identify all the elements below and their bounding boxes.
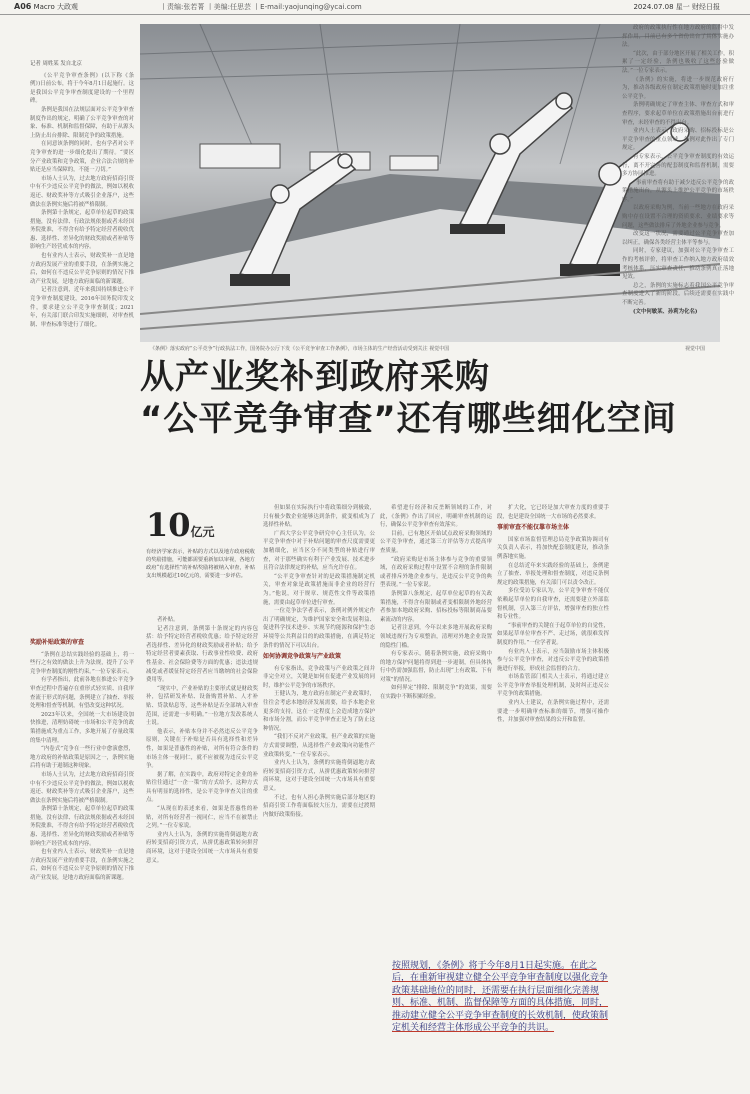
paragraph: 如何界定“排除、限制竞争”的效果，需要在实践中不断积累经验。 [380, 685, 492, 701]
paragraph: 政府的政策执行性在地方政府的监督中发挥作用，目前已有多个省份出台了具体实施办法。 [622, 25, 734, 49]
signature: (文中何敏某、孙莉为化名) [633, 308, 698, 315]
article-column-6 [622, 24, 734, 1086]
paragraph: 有学者指出，此前各地在推进公平竞争审查过程中普遍存在重形式轻实质、自我审查流于形式的问题，条例建立了抽查、举报处理和督查等机制，有望改变这种状况。 [30, 677, 134, 710]
key-figure-unit: 亿元 [190, 525, 215, 539]
paragraph: 总之，条例的实施标志着我国公平竞争审查制度进入了新的阶段，后续还需要在实践中不断完善。 [622, 282, 734, 306]
paragraph: 记者注意到，近年来我国持续推进公平竞争审查制度建设，2016年国务院印发文件，要求建立公平竞争审查制度；2021年，有关部门联合印发实施细则，对审查机制、审查标准等进行了细化。 [30, 287, 134, 328]
paragraph: 市场监管部门相关人士表示，将通过建立公平竞争审查举报处理机制，及时纠正违反公平竞争的政策措施。 [497, 674, 609, 698]
section-heading: 奖励补贴政策的审查 [30, 639, 85, 646]
paragraph: 也有业内人士表示，财政奖补一直是地方政府发展产业的重要手段，在条例实施之后，如何在不违反公平竞争原则的情况下推动产业发展，是地方政府面临的新课题。 [30, 849, 134, 882]
article-column-2 [146, 616, 258, 1086]
paragraph: 业内人士认为，条例的实施将倒逼地方政府转变招商引资方式，从拼优惠政策转向拼营商环境，这对于建设全国统一大市场具有重要意义。 [146, 831, 258, 864]
article-column-3 [263, 504, 375, 1086]
paragraph: 以政府采购为例，当前一些地方在政府采购中存在设置不合理的资质要求、业绩要求等问题，这些做法排斥了外地企业参与竞争。 [622, 205, 734, 229]
paragraph: 条例第十条规定，起草单位起草的政策措施，没有法律、行政法规依据或者未经国务院批准，不得含有给予特定经营者税收优惠、选择性、差异化的财政奖励或者补贴等影响生产经营成本的内容。 [30, 806, 134, 847]
section-heading: 如何协调竞争政策与产业政策 [263, 653, 342, 661]
paragraph: 业内人士认为，条例的实施将倒逼地方政府转变招商引资方式，从拼优惠政策转向拼营商环境，这对于建设全国统一大市场具有重要意义。 [263, 760, 375, 792]
paragraph: 记者注意到，条例第十条规定的内容包括：给予特定经营者税收优惠；给予特定经营者选择性、差异化的财政奖励或者补贴；给予特定经营者要素获取、行政事业性收费、政府性基金、社会保险费等方面的优惠；违法违规减免或者缓征特定经营者应当缴纳的社会保险费用等。 [146, 625, 258, 684]
paragraph: 市场人士认为，过去地方政府招商引资中有不少违反公平竞争的做法，例如以税收返还、财政奖补等方式吸引企业落户，这些做法在条例实施后将被严格限制。 [30, 771, 134, 804]
article-column-1 [30, 60, 134, 620]
photo-credit: 视觉中国 [684, 346, 705, 352]
paragraph: “此次，由于部分地区开展了相关工作，积累了一定经验，条例也吸收了这些经验做法。”一位专家表示。 [622, 50, 734, 74]
article-column-5 [497, 504, 609, 954]
paragraph: 条例是我国在法规层面对公平竞争审查制度作出的规定，明确了公平竞争审查的对象、标准、机制和监督保障，有助于从源头上防止出台排除、限制竞争的政策措施。 [30, 106, 134, 139]
paragraph: 国家市场监督管理总局竞争政策协调司有关负责人表示，将加快配套制度建设，推动条例落地实施。 [497, 536, 609, 560]
paragraph: “政府采购是市场主体参与竞争的重要领域，在政府采购过程中设置不合理的条件限制或者排斥外地企业参与，是违反公平竞争的典型表现。”一位专家说。 [380, 556, 492, 589]
paragraph: 2023年以来，全国统一大市场建设加快推进，清理妨碍统一市场和公平竞争的政策措施成为重点工作，多地开展了存量政策的集中清理。 [30, 711, 134, 744]
paragraph: 希望进行经济和反垄断领域的工作，对此，《条例》作出了回应，明确审查机制的运行，确保公平竞争审查有效落实。 [380, 505, 492, 529]
paragraph: 者补贴。 [157, 617, 179, 623]
paragraph: “内卷式”竞争在一些行业中愈演愈烈，地方政府的补贴政策是原因之一，条例实施后将有助于遏制这种现象。 [30, 746, 134, 770]
paragraph: “条例在总结实践经验的基础上，将一些行之有效的做法上升为法规，提升了公平竞争审查制度的刚性约束。”一位专家表示。 [30, 651, 134, 675]
byline: 记者 周姓某 发自北京 [30, 61, 82, 67]
paragraph: 也有业内人士表示，财政奖补一直是地方政府发展产业的重要手段，在条例实施之后，如何在不违反公平竞争原则的情况下推动产业发展，是地方政府面临的新课题。 [30, 253, 134, 285]
paragraph: 业内人士表示，政府采购、招标投标是公平竞争审查的重点领域，条例对此作出了专门规定。 [622, 128, 734, 152]
paragraph: “事前审查将有助于减少违反公平竞争的政策措施出台，从源头上维护公平竞争的市场秩序。” [622, 179, 734, 203]
article-column-1-bottom [30, 636, 134, 1086]
highlight-quote: 按照规划，《条例》将于今年8月1日起实施。在此之后，在重新审视建立健全公平竞争审查制度以强化竞争政策基础地位的同时，还需要在执行层面细化完善规则、标准、机制、监督保障等方面的具体措施，同时，推动建立健全公平竞争审查制度的长效机制，使政策制定机关和经营主体形成公平竞争的共识。 [392, 961, 609, 1034]
page-number: A06 Macro 大政观 [14, 2, 78, 11]
paragraph: 有专家指出，竞争政策与产业政策之间并非完全对立，关键是如何在促进产业发展的同时，维护公平竞争的市场秩序。 [263, 665, 375, 689]
key-figure-number: 10 [146, 506, 191, 544]
paragraph: 业内人士建议，在条例实施过程中，还需要进一步明确审查标准的细节，增强可操作性，并加强对审查结果的公开和监督。 [497, 700, 609, 724]
paragraph: “事前审查的关键在于起草单位的自觉性，如果起草单位审查不严、走过场，就很难发挥制度的作用。”一位学者说。 [497, 622, 609, 646]
paragraph: 目前，已有地区开始试点政府采购领域的公平竞争审查，通过第三方评估等方式提高审查质量。 [380, 530, 492, 554]
paragraph: 市场人士认为，过去地方政府招商引资中有不少违反公平竞争的做法，例如以税收返还、财政奖补等方式吸引企业落户，这些做法在条例实施后将被严格限制。 [30, 175, 134, 208]
paragraph: 不过，也有人担心条例实施后部分地区的招商引资工作将面临较大压力，需要在过渡期内做好政策衔接。 [263, 794, 375, 818]
paragraph: 记者注意到，今年以来多地开展政府采购领域违规行为专项整治，清理对外地企业设置的隐性门槛。 [380, 625, 492, 649]
page-header [0, 0, 750, 15]
paragraph: 在总结近年来实践经验的基础上，条例建立了抽查、举报处理和督查制度，对违反条例规定的政策措施，有关部门可以责令改正。 [497, 562, 609, 586]
headline-line-1: 从产业奖补到政府采购 [140, 357, 490, 397]
paragraph: 《公平竞争审查条例》(以下称《条例》)日前公布，将于今年8月1日起施行。这是我国公平竞争审查制度建设的一个里程碑。 [30, 72, 134, 105]
paragraph: 在同意该条例的同时，也有学者对公平竞争审查的进一步细化提出了期待。“要区分产业政策和竞争政策，企业合法合规的补贴还是应当保障的，不能一刀切。” [30, 141, 134, 174]
paragraph: 同时，专家建议，加强对公平竞争审查工作的考核评价，将审查工作纳入地方政府绩效考核体系，压实审查责任，推动条例真正落地见效。 [622, 248, 734, 281]
paragraph: 据了解，在实践中，政府对特定企业的补贴往往通过“一企一策”的方式给予，这种方式具有明显的选择性，是公平竞争审查关注的重点。 [146, 771, 258, 804]
paragraph: “公平竞争审查针对的是政策措施制定机关，审查对象是政策措施而非企业的经营行为。”他说，对于规章、规范性文件等政策措施，需要由起草单位进行审查。 [263, 573, 375, 606]
page-credits: 丨责编:张若菁 丨美编:任思芸 丨E-mail:yaojunqing@ycai.com [160, 3, 362, 11]
paragraph: 多位受访专家认为，公平竞争审查不能仅依赖起草单位的自我审查，还需要建立外部监督机制，引入第三方评估，增强审查的独立性和专业性。 [497, 588, 609, 621]
headline-line-2: “公平竞争审查”还有哪些细化空间 [140, 399, 677, 439]
paragraph: 但如果在实际执行中将政策细分到极致，只有极少数企业能够达到条件，就变相成为了选择性补贴。 [263, 505, 375, 529]
paragraph: “我们不反对产业政策，但产业政策的实施方式需要调整，从选择性产业政策向功能性产业政策转变。”一位专家表示。 [263, 734, 375, 758]
paragraph: 《条例》的实施，将进一步规范政府行为，推动各级政府在制定政策措施时更加注重公平竞争。 [622, 76, 734, 100]
page-date: 2024.07.08 星一 财经日报 [633, 3, 720, 11]
paragraph: 条例明确规定了审查主体、审查方式和审查程序，要求起草单位在政策措施出台前进行审查，未经审查的不得出台。 [622, 102, 734, 126]
paragraph: 王健认为，地方政府在制定产业政策时，往往会考虑本地经济发展需要，给予本地企业更多的支持，这在一定程度上会造成地方保护和市场分割，而公平竞争审查正是为了防止这种情况。 [263, 691, 375, 732]
paragraph: 有专家表示，随着条例实施，政府采购中的地方保护问题将得到进一步遏制，但具体执行中仍需加强监督，防止出现“上有政策、下有对策”的情况。 [380, 651, 492, 683]
paragraph: 他表示，补贴本身并不必然违反公平竞争原则，关键在于补贴是否具有选择性和差异性，如果是普惠性的补贴，对所有符合条件的市场主体一视同仁，就不应被视为违反公平竞争。 [146, 728, 258, 770]
paragraph: 扩大化，它已经是加大审查力度的重要手段，也是建设全国统一大市场的必然要求。 [497, 505, 609, 520]
key-figure-callout [146, 506, 258, 580]
section-heading: 事前审查不能仅靠市场主体 [497, 524, 570, 532]
paragraph: 条例第十条规定，起草单位起草的政策措施，没有法律、行政法规依据或者未经国务院批准，不得含有给予特定经营者税收优惠、选择性、差异化的财政奖励或者补贴等影响生产经营成本的内容。 [30, 210, 134, 251]
paragraph: “现实中，产业补贴的主要形式就是财政奖补，包括研发补贴、设备购置补贴、人才补贴、贷款贴息等，这些补贴是否全部纳入审查范围，还需进一步明确。”一位地方发改系统人士说。 [146, 685, 258, 727]
photo-caption: 《条例》落实政府“公平竞争”行政执法工作，国务院办公厅下发《公平竞争审查工作条例》，市场主体的生产经营活动受到关注 视觉中国 视觉中国 [150, 346, 705, 352]
paragraph: “从现在的表述来看，如果是普惠性的补贴，对所有经营者一视同仁，应当不在被禁止之列。”一位专家说。 [146, 806, 258, 830]
article-headline [140, 356, 700, 440]
paragraph: 广西大学公平竞争研究中心主任认为，公平竞争审查中对于补贴问题的审查尺度需要更加精细化，应当区分不同类型的补贴进行审查，对于那些确实有利于产业发展、技术进步且符合法律规定的补贴，应当允许存在。 [263, 530, 375, 572]
paragraph: 有业内人士表示，应当鼓励市场主体积极参与公平竞争审查，对违反公平竞争的政策措施进行举报，形成社会监督的合力。 [497, 648, 609, 672]
paragraph: 一位竞争法学者表示，条例对例外规定作出了明确规定，为维护国家安全和发展利益、促进科学技术进步、实现节约能源和保护生态环境等公共利益目的的政策措施，在满足特定条件的情况下可以出台。 [263, 608, 375, 649]
paragraph: 条例第八条规定，起草单位起草的有关政策措施，不得含有限制或者变相限制外地经营者参加本地政府采购、招标投标等限制商品要素流动的内容。 [380, 590, 492, 623]
paragraph: 有专家表示，公平竞争审查制度的有效运行，离不开完善的配套制度和监督机制，需要多方协同推进。 [622, 153, 734, 178]
key-figure-text: 有经济学家表示，补贴的方式以及地方政府税收的奖励措施，可能都需要重新加以审视，各地方政府“有选择性”的补贴奖励将被纳入审查，补贴支出规模超过10亿元的，需要进一步评估。 [146, 549, 256, 579]
article-column-4 [380, 504, 492, 954]
paragraph: 改变这一状况，需要通过公平竞争审查加以纠正，确保各类经营主体平等参与。 [622, 231, 734, 246]
